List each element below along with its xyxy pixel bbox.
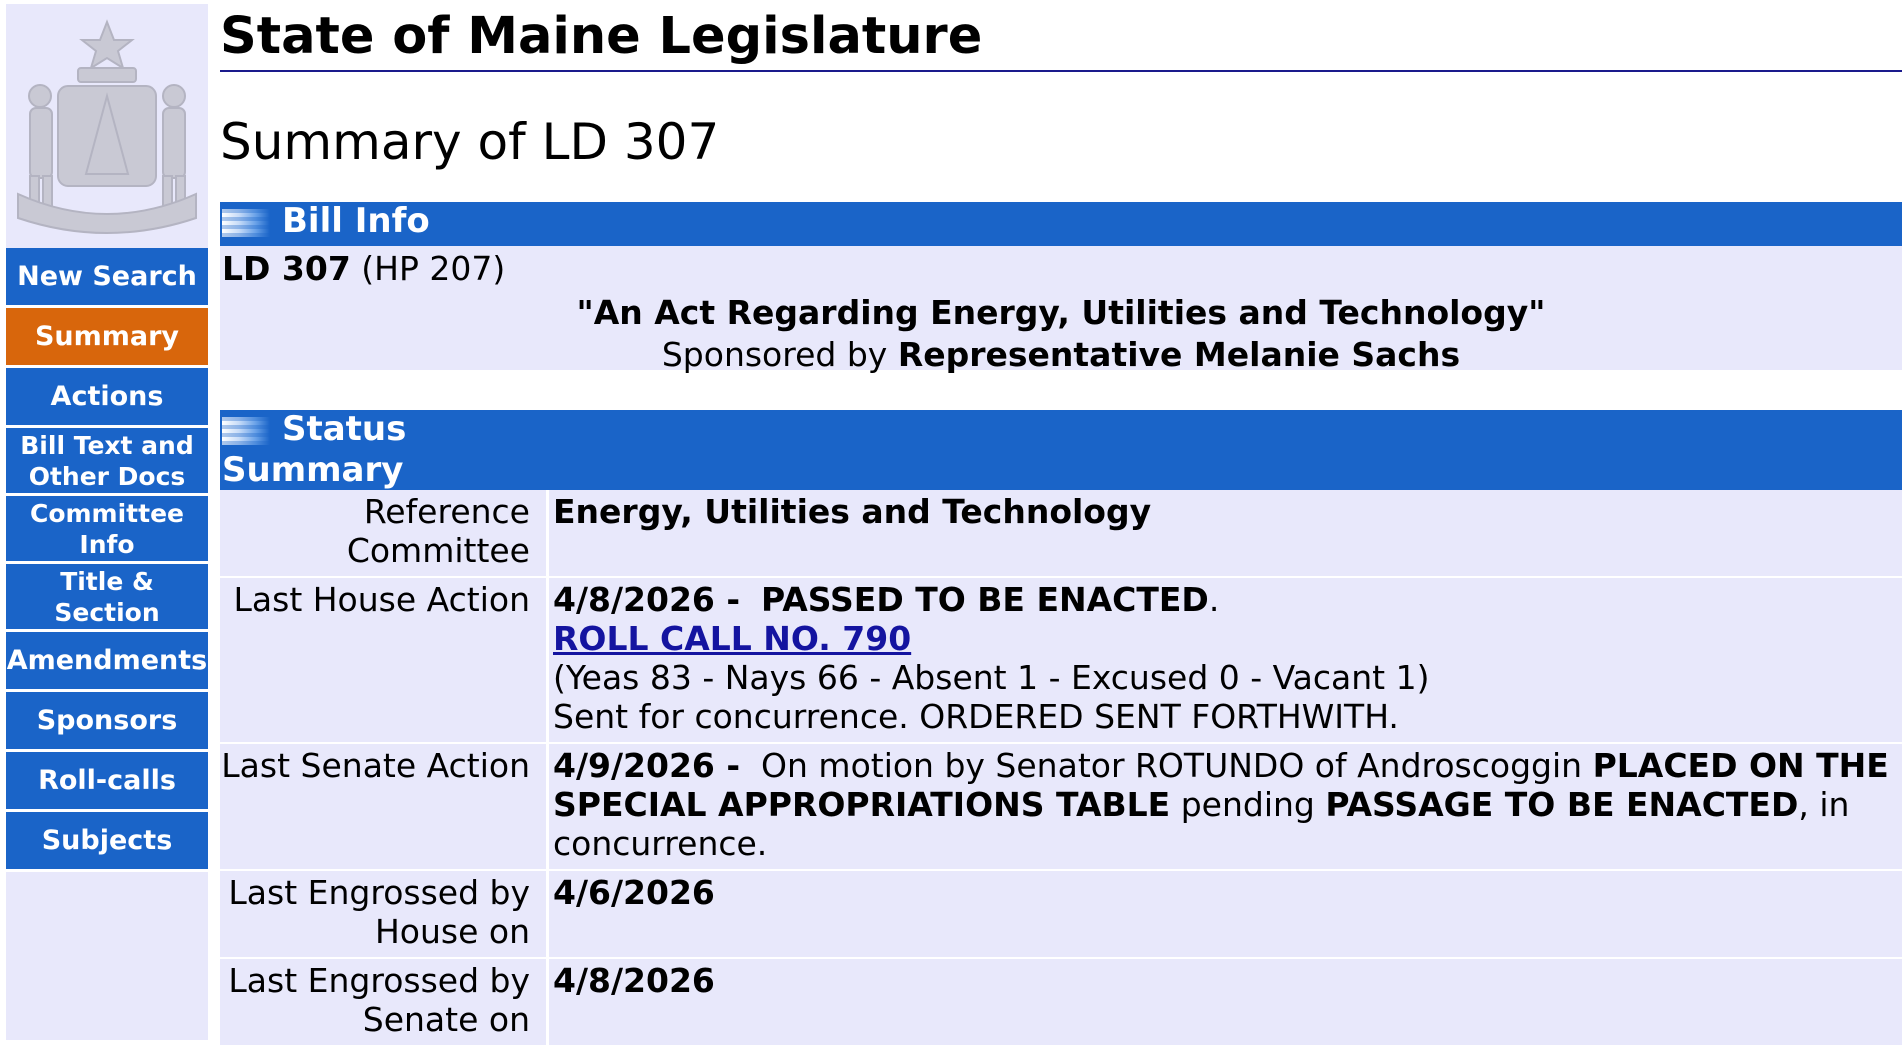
bill-info-heading: Bill Info — [282, 201, 430, 241]
engrossed-house-date: 4/6/2026 — [553, 873, 715, 912]
act-title: "An Act Regarding Energy, Utilities and Technology" — [576, 293, 1546, 332]
house-action-note: Sent for concurrence. ORDERED SENT FORTHWITH. — [553, 697, 1399, 736]
last-senate-action-cell — [549, 744, 1902, 871]
senate-passage: PASSAGE TO BE ENACTED — [1325, 785, 1799, 824]
gradient-bullet-icon — [222, 209, 270, 237]
last-house-action-label: Last House Action — [220, 578, 549, 744]
maine-seal-logo — [6, 4, 208, 248]
status-summary-header — [220, 410, 1902, 490]
reference-committee-cell — [549, 490, 1902, 578]
nav-bill-text[interactable]: Bill Text and Other Docs — [6, 428, 208, 496]
table-row — [220, 871, 1902, 959]
roll-call-tally: (Yeas 83 - Nays 66 - Absent 1 - Excused 0 - Vacant 1) — [553, 658, 1430, 697]
nav-new-search[interactable]: New Search — [6, 248, 208, 308]
house-action-text: PASSED TO BE ENACTED — [761, 580, 1209, 619]
last-house-action-cell — [549, 578, 1902, 744]
sponsor-line — [220, 334, 1902, 376]
gradient-bullet-icon — [222, 417, 270, 445]
nav-committee-info[interactable]: Committee Info — [6, 496, 208, 564]
page-title: Summary of LD 307 — [220, 113, 720, 171]
seal-icon — [6, 4, 208, 248]
nav-actions[interactable]: Actions — [6, 368, 208, 428]
table-row — [220, 959, 1902, 1047]
engrossed-house-label: Last Engrossed by House on — [220, 871, 549, 959]
reference-committee-label: Reference Committee — [220, 490, 549, 578]
status-heading-line1: Status — [282, 409, 407, 449]
status-table — [220, 490, 1902, 1047]
nav-roll-calls[interactable]: Roll-calls — [6, 752, 208, 812]
bill-info-header — [220, 202, 1902, 246]
nav-summary[interactable]: Summary — [6, 308, 208, 368]
senate-motion: On motion by Senator ROTUNDO of Androscoggin — [761, 746, 1583, 785]
last-senate-action-label: Last Senate Action — [220, 744, 549, 871]
house-action-period: . — [1208, 580, 1220, 619]
sponsored-by-label: Sponsored by — [661, 335, 888, 374]
senate-action-date: 4/9/2026 - — [553, 746, 741, 785]
senate-tail: , in concurrence. — [553, 785, 1850, 863]
reference-committee-value: Energy, Utilities and Technology — [553, 492, 1152, 531]
house-action-date: 4/8/2026 - — [553, 580, 741, 619]
engrossed-senate-label: Last Engrossed by Senate on — [220, 959, 549, 1047]
sidebar — [6, 4, 208, 1040]
nav-subjects[interactable]: Subjects — [6, 812, 208, 872]
engrossed-house-cell — [549, 871, 1902, 959]
ld-number: LD 307 — [222, 249, 351, 288]
hp-number: (HP 207) — [361, 249, 506, 288]
site-title: State of Maine Legislature — [220, 4, 1902, 72]
engrossed-senate-cell — [549, 959, 1902, 1047]
table-row — [220, 490, 1902, 578]
engrossed-senate-date: 4/8/2026 — [553, 961, 715, 1000]
status-heading-line2: Summary — [222, 450, 404, 490]
roll-call-link[interactable]: ROLL CALL NO. 790 — [553, 619, 912, 658]
nav-title-section[interactable]: Title & Section — [6, 564, 208, 632]
senate-placed: PLACED ON THE SPECIAL APPROPRIATIONS TABLE — [553, 746, 1889, 824]
nav-amendments[interactable]: Amendments — [6, 632, 208, 692]
table-row — [220, 578, 1902, 744]
ld-number-line — [222, 248, 505, 290]
nav-sponsors[interactable]: Sponsors — [6, 692, 208, 752]
bill-info-panel — [220, 246, 1902, 374]
sponsor-name: Representative Melanie Sachs — [897, 335, 1461, 374]
table-row — [220, 744, 1902, 871]
senate-pending: pending — [1180, 785, 1315, 824]
main-content — [220, 0, 1902, 1047]
